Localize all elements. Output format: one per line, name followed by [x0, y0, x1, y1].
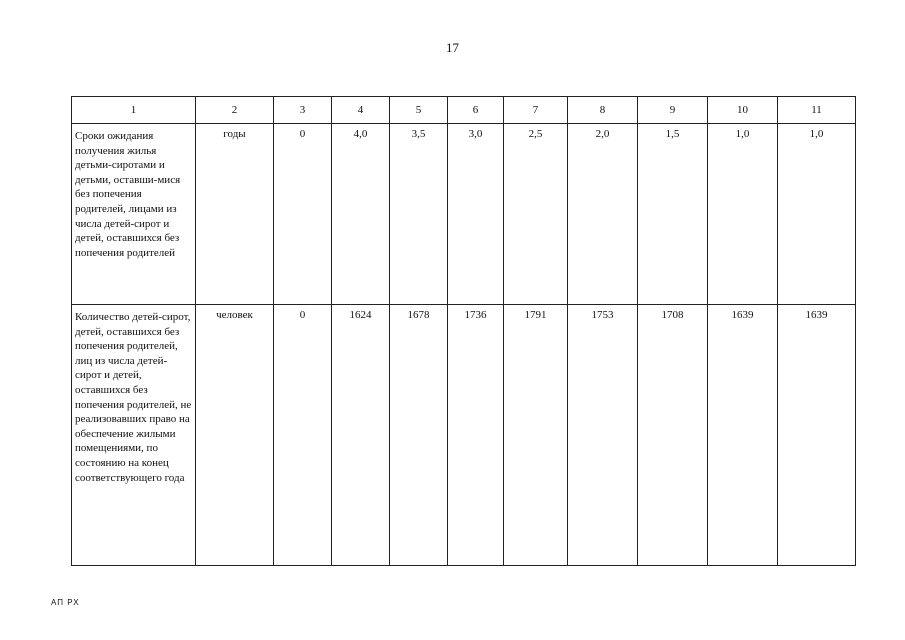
column-header: 6 [448, 97, 504, 124]
table-row [72, 305, 856, 566]
column-header: 9 [638, 97, 708, 124]
table-cell: 1,0 [708, 124, 778, 305]
table-cell: 1,5 [638, 124, 708, 305]
table-cell: 3,5 [390, 124, 448, 305]
table-cell: 1639 [778, 305, 856, 566]
column-header: 4 [332, 97, 390, 124]
column-header: 3 [274, 97, 332, 124]
row-label: Сроки ожидания получения жилья детьми-сиротами и детьми, оставши-мися без попечения родителей, лицами из числа детей-сирот и детей, оставшихся без попечения родителей [72, 124, 196, 305]
table-cell: 0 [274, 305, 332, 566]
column-header: 1 [72, 97, 196, 124]
table-cell: 3,0 [448, 124, 504, 305]
data-table [71, 96, 856, 566]
footer-mark: АП РХ [51, 598, 80, 607]
table-cell: 1624 [332, 305, 390, 566]
column-header: 2 [196, 97, 274, 124]
table-cell: 1708 [638, 305, 708, 566]
column-header: 11 [778, 97, 856, 124]
row-label: Количество детей-сирот, детей, оставшихся без попечения родителей, лиц из числа детей-сирот и детей, оставшихся без попечения родителей, не реализовавших право на обеспечение жилыми помещениями, по состоянию на конец соответствующего года [72, 305, 196, 566]
table-cell: 1678 [390, 305, 448, 566]
column-header: 8 [568, 97, 638, 124]
table-cell: 2,0 [568, 124, 638, 305]
column-header: 5 [390, 97, 448, 124]
table-cell: 4,0 [332, 124, 390, 305]
header-row [72, 97, 856, 124]
column-header: 7 [504, 97, 568, 124]
table-cell: 0 [274, 124, 332, 305]
page-number: 17 [446, 40, 459, 55]
table-row [72, 124, 856, 305]
row-unit: годы [196, 124, 274, 305]
table-cell: 1791 [504, 305, 568, 566]
table-cell: 1,0 [778, 124, 856, 305]
table-cell: 2,5 [504, 124, 568, 305]
column-header: 10 [708, 97, 778, 124]
row-unit: человек [196, 305, 274, 566]
table-cell: 1639 [708, 305, 778, 566]
table-cell: 1736 [448, 305, 504, 566]
table-cell: 1753 [568, 305, 638, 566]
